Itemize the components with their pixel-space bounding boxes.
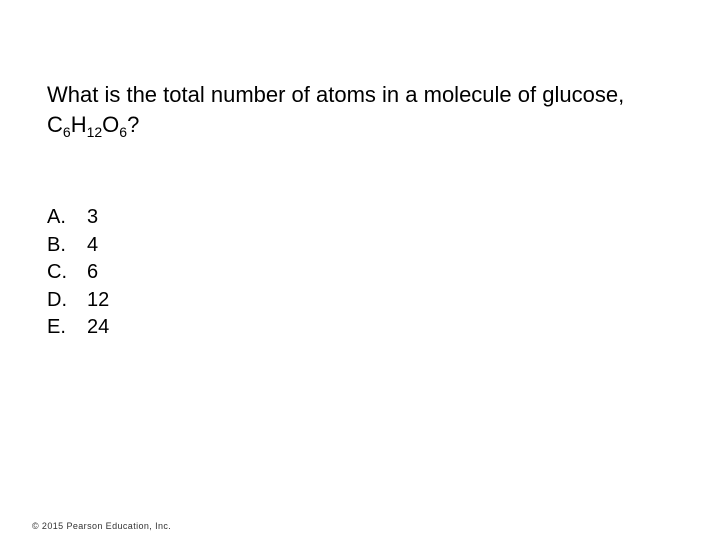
choice-c (47, 259, 109, 287)
choice-b (47, 232, 109, 260)
choice-value: 4 (87, 233, 99, 256)
glucose-formula (47, 112, 140, 140)
formula-hydrogen-count: 12 (86, 124, 103, 140)
choice-letter: C. (47, 261, 67, 283)
choice-a (47, 204, 109, 232)
answer-choices (47, 204, 109, 342)
formula-oxygen-count: 6 (119, 124, 128, 140)
question-stem: What is the total number of atoms in a molecule of glucose, (47, 82, 625, 107)
copyright-notice: © 2015 Pearson Education, Inc. (32, 521, 172, 531)
choice-e (47, 314, 109, 342)
choice-letter: D. (47, 288, 67, 311)
question-mark: ? (127, 112, 140, 137)
choice-letter: E. (47, 316, 66, 338)
question-text (47, 80, 707, 140)
choice-letter: B. (47, 233, 66, 256)
choice-value: 12 (87, 288, 110, 311)
choice-value: 24 (87, 316, 110, 338)
choice-value: 3 (87, 206, 99, 228)
formula-oxygen: O (102, 112, 120, 137)
choice-value: 6 (87, 261, 99, 283)
choice-d (47, 287, 109, 315)
formula-hydrogen: H (70, 112, 87, 137)
formula-carbon: C (47, 112, 63, 137)
choice-letter: A. (47, 206, 66, 228)
formula-carbon-count: 6 (62, 124, 71, 140)
